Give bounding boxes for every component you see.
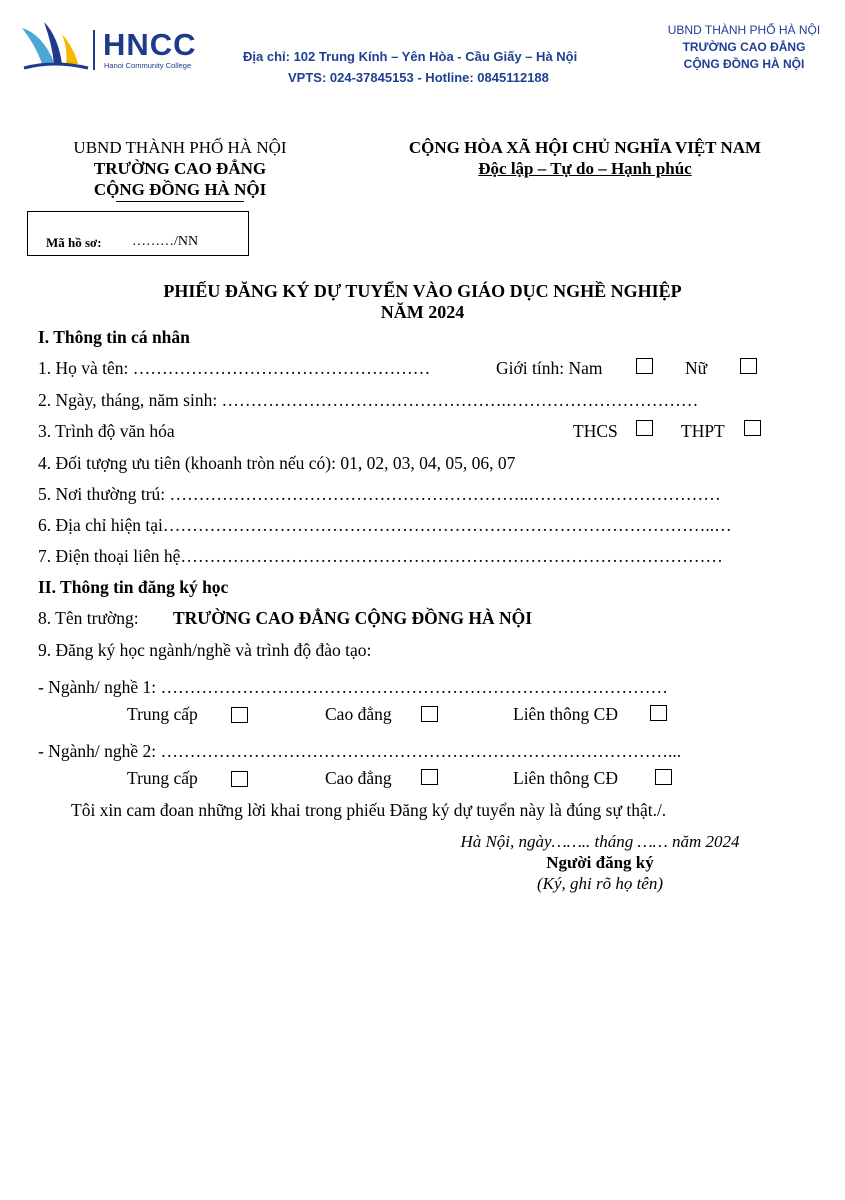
residence-field[interactable]: 5. Nơi thường trú: ……………………………………………………..…………………………… [38,484,721,504]
logo-text: HNCC [103,27,197,62]
letterhead-right-line1: UBND THÀNH PHỐ HÀ NỘI [667,23,821,37]
logo-divider [93,30,95,70]
signature-note: (Ký, ghi rõ họ tên) [536,874,664,893]
major2-college-label: Cao đẳng [325,768,392,788]
agency-line3: CỘNG ĐỒNG HÀ NỘI [93,180,267,199]
letterhead-contact: VPTS: 024-37845153 - Hotline: 0845112188 [288,70,549,85]
register-label: 9. Đăng ký học ngành/nghề và trình độ đào tạo: [38,640,372,660]
thpt-checkbox[interactable] [744,420,761,436]
agency-line1: UBND THÀNH PHỐ HÀ NỘI [73,138,287,157]
thcs-label: THCS [573,421,618,441]
thpt-label: THPT [681,421,725,441]
name-field[interactable]: 1. Họ và tên: …………………………………………… [38,358,431,378]
major2-field[interactable]: - Ngành/ nghề 2: ……………………………………………………………………………... [38,741,682,761]
male-checkbox[interactable] [636,358,653,374]
major2-intermediate-checkbox[interactable] [231,771,248,787]
major1-field[interactable]: - Ngành/ nghề 1: …………………………………………………………………………… [38,677,668,697]
thcs-checkbox[interactable] [636,420,653,436]
agency-underline [116,201,244,202]
national-motto: Độc lập – Tự do – Hạnh phúc [478,159,692,178]
agency-line2: TRƯỜNG CAO ĐẲNG [93,159,267,178]
major1-college-checkbox[interactable] [421,706,438,722]
major2-college-checkbox[interactable] [421,769,438,785]
form-title: PHIẾU ĐĂNG KÝ DỰ TUYỂN VÀO GIÁO DỤC NGHỀ NGHIỆP [163,281,682,301]
letterhead-address: Địa chỉ: 102 Trung Kính – Yên Hòa - Cầu Giấy – Hà Nội [243,49,578,64]
dob-field[interactable]: 2. Ngày, tháng, năm sinh: ………………………………………….…………………………… [38,390,699,410]
logo-subtext: Hanoi Community College [104,61,192,70]
form-year: NĂM 2024 [380,302,465,322]
major2-transfer-checkbox[interactable] [655,769,672,785]
national-title: CỘNG HÒA XÃ HỘI CHỦ NGHĨA VIỆT NAM [408,138,762,157]
major1-college-label: Cao đẳng [325,704,392,724]
major1-intermediate-checkbox[interactable] [231,707,248,723]
school-label: 8. Tên trường: [38,608,139,628]
female-label: Nữ [685,358,708,378]
section1-heading: I. Thông tin cá nhân [38,327,190,347]
phone-field[interactable]: 7. Điện thoại liên hệ………………………………………………………………………………… [38,546,723,566]
major2-intermediate-label: Trung cấp [127,768,198,788]
education-label: 3. Trình độ văn hóa [38,421,175,441]
female-checkbox[interactable] [740,358,757,374]
letterhead-right-line3: CỘNG ĐỒNG HÀ NỘI [683,57,805,71]
major1-transfer-checkbox[interactable] [650,705,667,721]
major1-transfer-label: Liên thông CĐ [513,704,618,724]
priority-field[interactable]: 4. Đối tượng ưu tiên (khoanh tròn nếu có): 01, 02, 03, 04, 05, 06, 07 [38,453,516,473]
record-label: Mã hồ sơ: [46,235,102,250]
signature-date: Hà Nội, ngày…….. tháng …… năm 2024 [460,832,740,851]
address-field[interactable]: 6. Địa chỉ hiện tại…………………………………………………………………………………..… [38,515,732,535]
signature-signer: Người đăng ký [546,853,654,872]
school-name: TRƯỜNG CAO ĐẲNG CỘNG ĐỒNG HÀ NỘI [173,608,533,628]
declaration-text: Tôi xin cam đoan những lời khai trong phiếu Đăng ký dự tuyển này là đúng sự thật./. [71,800,667,820]
major1-intermediate-label: Trung cấp [127,704,198,724]
gender-label: Giới tính: Nam [496,358,603,378]
hncc-logo-icon [18,20,90,74]
record-box [27,211,249,256]
major2-transfer-label: Liên thông CĐ [513,768,618,788]
letterhead-right-line2: TRƯỜNG CAO ĐẲNG [682,40,806,54]
record-value: ………/NN [132,234,199,249]
section2-heading: II. Thông tin đăng ký học [38,577,229,597]
